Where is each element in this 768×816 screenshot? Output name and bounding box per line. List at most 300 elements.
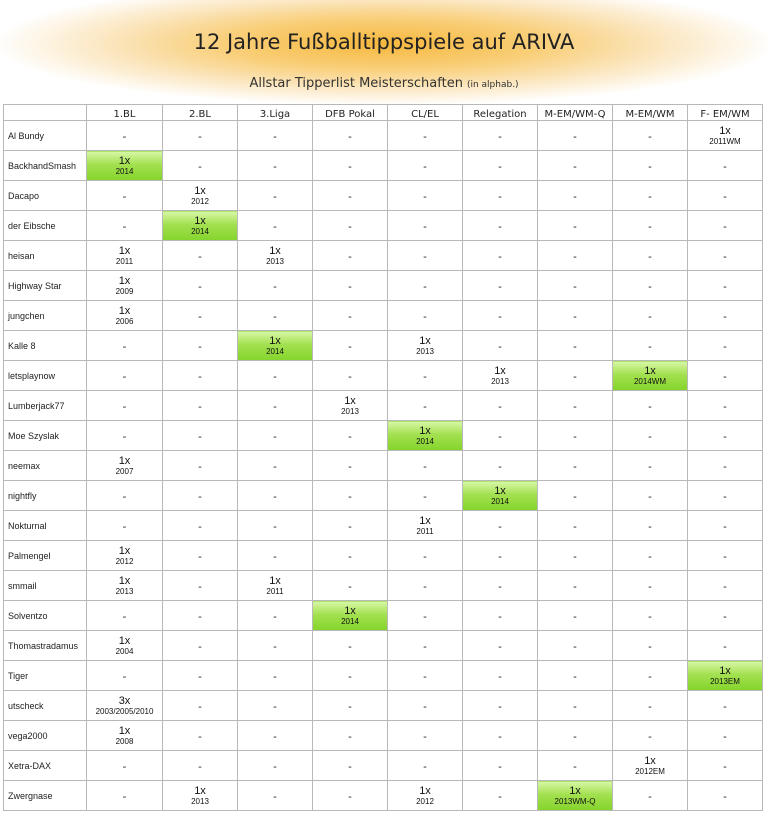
player-name: Dacapo — [4, 181, 87, 211]
empty-cell — [688, 331, 763, 361]
title-count: 1x — [344, 604, 356, 617]
column-header: 1.BL — [87, 105, 163, 121]
player-name: Tiger — [4, 661, 87, 691]
empty-mark: - — [573, 190, 577, 203]
empty-cell — [87, 601, 163, 631]
empty-cell — [463, 691, 538, 721]
title-cell-highlighted — [313, 601, 388, 631]
empty-cell — [313, 331, 388, 361]
empty-mark: - — [573, 640, 577, 653]
empty-mark: - — [423, 250, 427, 263]
empty-cell — [87, 421, 163, 451]
empty-mark: - — [498, 250, 502, 263]
empty-mark: - — [273, 160, 277, 173]
title-year: 2013WM-Q — [554, 796, 596, 806]
empty-mark: - — [348, 190, 352, 203]
empty-cell — [388, 541, 463, 571]
empty-mark: - — [573, 340, 577, 353]
empty-mark: - — [648, 280, 652, 293]
empty-mark: - — [348, 640, 352, 653]
empty-mark: - — [198, 250, 202, 263]
empty-cell — [163, 391, 238, 421]
empty-mark: - — [273, 640, 277, 653]
empty-mark: - — [573, 280, 577, 293]
empty-mark: - — [122, 610, 127, 623]
title-year: 2014 — [341, 616, 359, 626]
title-year: 2013 — [341, 406, 359, 416]
empty-cell — [538, 391, 613, 421]
title-year: 2014 — [115, 166, 134, 176]
player-name: Palmengel — [4, 541, 87, 571]
empty-mark: - — [423, 370, 427, 383]
column-header: 3.Liga — [238, 105, 313, 121]
title-year: 2006 — [115, 316, 134, 326]
empty-mark: - — [423, 580, 427, 593]
empty-mark: - — [498, 610, 502, 623]
empty-mark: - — [348, 790, 352, 803]
empty-cell — [688, 481, 763, 511]
title-count: 1x — [419, 424, 431, 437]
empty-mark: - — [423, 160, 427, 173]
empty-mark: - — [348, 280, 352, 293]
title-cell — [87, 451, 163, 481]
empty-cell — [463, 541, 538, 571]
empty-mark: - — [198, 490, 202, 503]
empty-cell — [688, 691, 763, 721]
empty-mark: - — [573, 460, 577, 473]
empty-cell — [538, 601, 613, 631]
empty-cell — [163, 451, 238, 481]
empty-cell — [613, 661, 688, 691]
empty-cell — [87, 121, 163, 151]
empty-mark: - — [122, 430, 127, 443]
empty-cell — [688, 451, 763, 481]
title-cell — [87, 721, 163, 751]
empty-cell — [613, 631, 688, 661]
title-year: 2013 — [416, 346, 434, 356]
title-cell — [238, 241, 313, 271]
empty-cell — [87, 331, 163, 361]
empty-mark: - — [498, 520, 502, 533]
empty-mark: - — [423, 610, 427, 623]
empty-mark: - — [573, 160, 577, 173]
empty-cell — [313, 361, 388, 391]
empty-cell — [163, 151, 238, 181]
empty-cell — [538, 331, 613, 361]
table-row — [4, 751, 763, 781]
empty-mark: - — [573, 760, 577, 773]
empty-mark: - — [573, 730, 577, 743]
empty-mark: - — [348, 160, 352, 173]
empty-cell — [238, 151, 313, 181]
empty-cell — [688, 181, 763, 211]
empty-mark: - — [723, 760, 727, 773]
empty-cell — [463, 121, 538, 151]
player-name: heisan — [4, 241, 87, 271]
title-year: 2012 — [191, 196, 209, 206]
title-year: 2008 — [115, 736, 134, 746]
empty-cell — [388, 391, 463, 421]
empty-mark: - — [273, 430, 277, 443]
title-year: 2013EM — [710, 676, 740, 686]
empty-cell — [388, 631, 463, 661]
empty-mark: - — [198, 580, 202, 593]
empty-cell — [238, 661, 313, 691]
empty-cell — [688, 421, 763, 451]
title-year: 2014WM — [633, 376, 666, 386]
table-row — [4, 481, 763, 511]
empty-cell — [238, 481, 313, 511]
empty-cell — [463, 301, 538, 331]
empty-mark: - — [723, 790, 727, 803]
empty-cell — [163, 481, 238, 511]
title-count: 1x — [269, 574, 281, 587]
empty-mark: - — [648, 160, 652, 173]
empty-mark: - — [273, 490, 277, 503]
empty-mark: - — [498, 580, 502, 593]
empty-cell — [538, 511, 613, 541]
empty-cell — [538, 421, 613, 451]
empty-cell — [313, 631, 388, 661]
empty-mark: - — [573, 220, 577, 233]
title-cell — [87, 691, 163, 721]
empty-mark: - — [498, 730, 502, 743]
table-row — [4, 511, 763, 541]
empty-cell — [163, 541, 238, 571]
empty-cell — [613, 181, 688, 211]
empty-mark: - — [198, 370, 202, 383]
empty-cell — [388, 661, 463, 691]
empty-mark: - — [122, 400, 127, 413]
empty-cell — [313, 481, 388, 511]
empty-mark: - — [273, 520, 277, 533]
empty-cell — [688, 721, 763, 751]
title-count: 1x — [419, 334, 431, 347]
player-name: Highway Star — [4, 271, 87, 301]
table-row — [4, 601, 763, 631]
title-count: 1x — [118, 454, 131, 467]
empty-cell — [463, 151, 538, 181]
empty-cell — [538, 241, 613, 271]
title-count: 1x — [118, 244, 131, 257]
empty-mark: - — [498, 280, 502, 293]
title-year: 2014 — [416, 436, 434, 446]
empty-mark: - — [348, 490, 352, 503]
empty-cell — [538, 631, 613, 661]
empty-mark: - — [198, 520, 202, 533]
title-count: 1x — [419, 514, 431, 527]
empty-mark: - — [348, 220, 352, 233]
title-count: 1x — [719, 664, 731, 677]
empty-cell — [463, 781, 538, 811]
empty-mark: - — [198, 610, 202, 623]
empty-cell — [238, 691, 313, 721]
empty-cell — [388, 481, 463, 511]
empty-mark: - — [723, 580, 727, 593]
player-name: letsplaynow — [4, 361, 87, 391]
empty-mark: - — [648, 430, 652, 443]
empty-mark: - — [573, 550, 577, 563]
empty-mark: - — [573, 580, 577, 593]
empty-cell — [538, 271, 613, 301]
empty-cell — [163, 421, 238, 451]
table-row — [4, 691, 763, 721]
title-cell — [238, 571, 313, 601]
table-row — [4, 181, 763, 211]
empty-mark: - — [423, 220, 427, 233]
title-cell — [163, 781, 238, 811]
empty-mark: - — [273, 280, 277, 293]
title-year: 2012 — [416, 796, 434, 806]
empty-cell — [313, 541, 388, 571]
empty-cell — [313, 751, 388, 781]
empty-mark: - — [573, 520, 577, 533]
title-count: 1x — [644, 754, 656, 767]
empty-cell — [313, 571, 388, 601]
empty-cell — [538, 481, 613, 511]
title-cell — [463, 361, 538, 391]
column-header: DFB Pokal — [313, 105, 388, 121]
empty-mark: - — [423, 670, 427, 683]
empty-cell — [688, 241, 763, 271]
page-title: 12 Jahre Fußballtippspiele auf ARIVA — [193, 30, 575, 54]
empty-cell — [238, 211, 313, 241]
empty-cell — [538, 301, 613, 331]
empty-mark: - — [423, 400, 427, 413]
player-name: Kalle 8 — [4, 331, 87, 361]
empty-cell — [313, 151, 388, 181]
empty-mark: - — [198, 730, 202, 743]
empty-cell — [163, 721, 238, 751]
empty-mark: - — [723, 550, 727, 563]
empty-mark: - — [348, 700, 352, 713]
empty-mark: - — [273, 610, 277, 623]
empty-cell — [87, 211, 163, 241]
empty-mark: - — [498, 400, 502, 413]
empty-mark: - — [723, 700, 727, 713]
empty-mark: - — [273, 700, 277, 713]
empty-mark: - — [348, 370, 352, 383]
empty-cell — [463, 451, 538, 481]
empty-cell — [388, 361, 463, 391]
empty-mark: - — [348, 550, 352, 563]
title-count: 1x — [719, 124, 731, 137]
title-cell-highlighted — [87, 151, 163, 181]
empty-mark: - — [648, 220, 652, 233]
empty-cell — [463, 751, 538, 781]
title-count: 1x — [569, 784, 581, 797]
title-year: 2013 — [491, 376, 509, 386]
title-cell-highlighted — [238, 331, 313, 361]
empty-cell — [463, 181, 538, 211]
player-name: Zwergnase — [4, 781, 87, 811]
empty-mark: - — [648, 130, 652, 143]
empty-cell — [87, 781, 163, 811]
table-row — [4, 121, 763, 151]
empty-mark: - — [723, 280, 727, 293]
empty-cell — [688, 751, 763, 781]
table-row — [4, 271, 763, 301]
empty-mark: - — [498, 190, 502, 203]
title-cell — [87, 571, 163, 601]
title-cell — [388, 331, 463, 361]
empty-mark: - — [648, 340, 652, 353]
empty-mark: - — [573, 670, 577, 683]
empty-cell — [388, 211, 463, 241]
table-row — [4, 241, 763, 271]
empty-cell — [613, 601, 688, 631]
title-year: 2013 — [191, 796, 209, 806]
empty-mark: - — [348, 460, 352, 473]
title-count: 1x — [118, 154, 131, 167]
empty-cell — [538, 691, 613, 721]
empty-mark: - — [498, 310, 502, 323]
empty-mark: - — [273, 790, 277, 803]
title-year: 2004 — [115, 646, 134, 656]
empty-mark: - — [648, 550, 652, 563]
title-year: 2009 — [115, 286, 134, 296]
empty-mark: - — [648, 580, 652, 593]
empty-cell — [388, 571, 463, 601]
title-year: 2007 — [115, 466, 134, 476]
empty-cell — [238, 181, 313, 211]
title-cell — [388, 781, 463, 811]
empty-mark: - — [348, 670, 352, 683]
title-count: 1x — [118, 574, 131, 587]
empty-mark: - — [498, 460, 502, 473]
empty-cell — [613, 571, 688, 601]
title-year: 2012EM — [635, 766, 665, 776]
player-name: Xetra-DAX — [4, 751, 87, 781]
empty-mark: - — [723, 220, 727, 233]
empty-mark: - — [423, 700, 427, 713]
empty-cell — [388, 601, 463, 631]
empty-cell — [463, 661, 538, 691]
empty-cell — [688, 271, 763, 301]
empty-cell — [688, 511, 763, 541]
empty-cell — [313, 301, 388, 331]
empty-cell — [688, 361, 763, 391]
title-count: 3x — [118, 694, 131, 707]
empty-mark: - — [648, 490, 652, 503]
empty-cell — [613, 691, 688, 721]
empty-mark: - — [648, 520, 652, 533]
empty-mark: - — [498, 160, 502, 173]
empty-mark: - — [498, 700, 502, 713]
empty-mark: - — [122, 760, 127, 773]
empty-mark: - — [348, 250, 352, 263]
empty-mark: - — [648, 310, 652, 323]
empty-cell — [313, 211, 388, 241]
empty-cell — [463, 511, 538, 541]
empty-mark: - — [273, 370, 277, 383]
empty-cell — [238, 301, 313, 331]
empty-mark: - — [723, 520, 727, 533]
empty-cell — [87, 361, 163, 391]
title-cell — [87, 541, 163, 571]
empty-cell — [238, 391, 313, 421]
empty-mark: - — [573, 700, 577, 713]
empty-mark: - — [198, 430, 202, 443]
player-name: vega2000 — [4, 721, 87, 751]
empty-mark: - — [423, 130, 427, 143]
empty-cell — [388, 151, 463, 181]
empty-cell — [238, 451, 313, 481]
player-name: utscheck — [4, 691, 87, 721]
empty-cell — [463, 211, 538, 241]
title-count: 1x — [269, 334, 281, 347]
empty-cell — [538, 181, 613, 211]
empty-cell — [688, 151, 763, 181]
empty-cell — [538, 361, 613, 391]
empty-cell — [613, 121, 688, 151]
empty-cell — [388, 271, 463, 301]
empty-cell — [463, 271, 538, 301]
empty-cell — [163, 271, 238, 301]
empty-mark: - — [573, 430, 577, 443]
empty-mark: - — [273, 220, 277, 233]
title-year: 2014 — [491, 496, 509, 506]
empty-cell — [613, 151, 688, 181]
empty-cell — [388, 451, 463, 481]
empty-cell — [313, 121, 388, 151]
empty-mark: - — [198, 760, 202, 773]
empty-mark: - — [723, 610, 727, 623]
empty-cell — [388, 721, 463, 751]
empty-cell — [688, 631, 763, 661]
empty-mark: - — [498, 220, 502, 233]
empty-mark: - — [348, 580, 352, 593]
empty-cell — [463, 571, 538, 601]
title-count: 1x — [194, 184, 206, 197]
empty-mark: - — [122, 220, 127, 233]
title-cell-highlighted — [613, 361, 688, 391]
empty-cell — [87, 511, 163, 541]
empty-mark: - — [122, 370, 127, 383]
title-cell — [87, 241, 163, 271]
empty-cell — [313, 421, 388, 451]
title-count: 1x — [118, 724, 131, 737]
empty-mark: - — [198, 670, 202, 683]
empty-cell — [163, 331, 238, 361]
empty-cell — [87, 751, 163, 781]
empty-cell — [613, 301, 688, 331]
empty-mark: - — [648, 610, 652, 623]
empty-mark: - — [648, 460, 652, 473]
title-year: 2014 — [266, 346, 284, 356]
empty-cell — [238, 271, 313, 301]
empty-cell — [313, 511, 388, 541]
empty-mark: - — [423, 550, 427, 563]
title-year: 2013 — [266, 256, 284, 266]
empty-cell — [163, 361, 238, 391]
empty-cell — [688, 301, 763, 331]
title-year: 2012 — [115, 556, 134, 566]
player-name: Nokturnal — [4, 511, 87, 541]
title-count: 1x — [344, 394, 356, 407]
table-row — [4, 301, 763, 331]
empty-cell — [163, 511, 238, 541]
empty-mark: - — [723, 190, 727, 203]
empty-cell — [163, 241, 238, 271]
empty-mark: - — [573, 610, 577, 623]
empty-mark: - — [198, 640, 202, 653]
empty-mark: - — [723, 430, 727, 443]
empty-mark: - — [198, 160, 202, 173]
title-cell — [163, 181, 238, 211]
empty-cell — [613, 541, 688, 571]
empty-mark: - — [648, 700, 652, 713]
